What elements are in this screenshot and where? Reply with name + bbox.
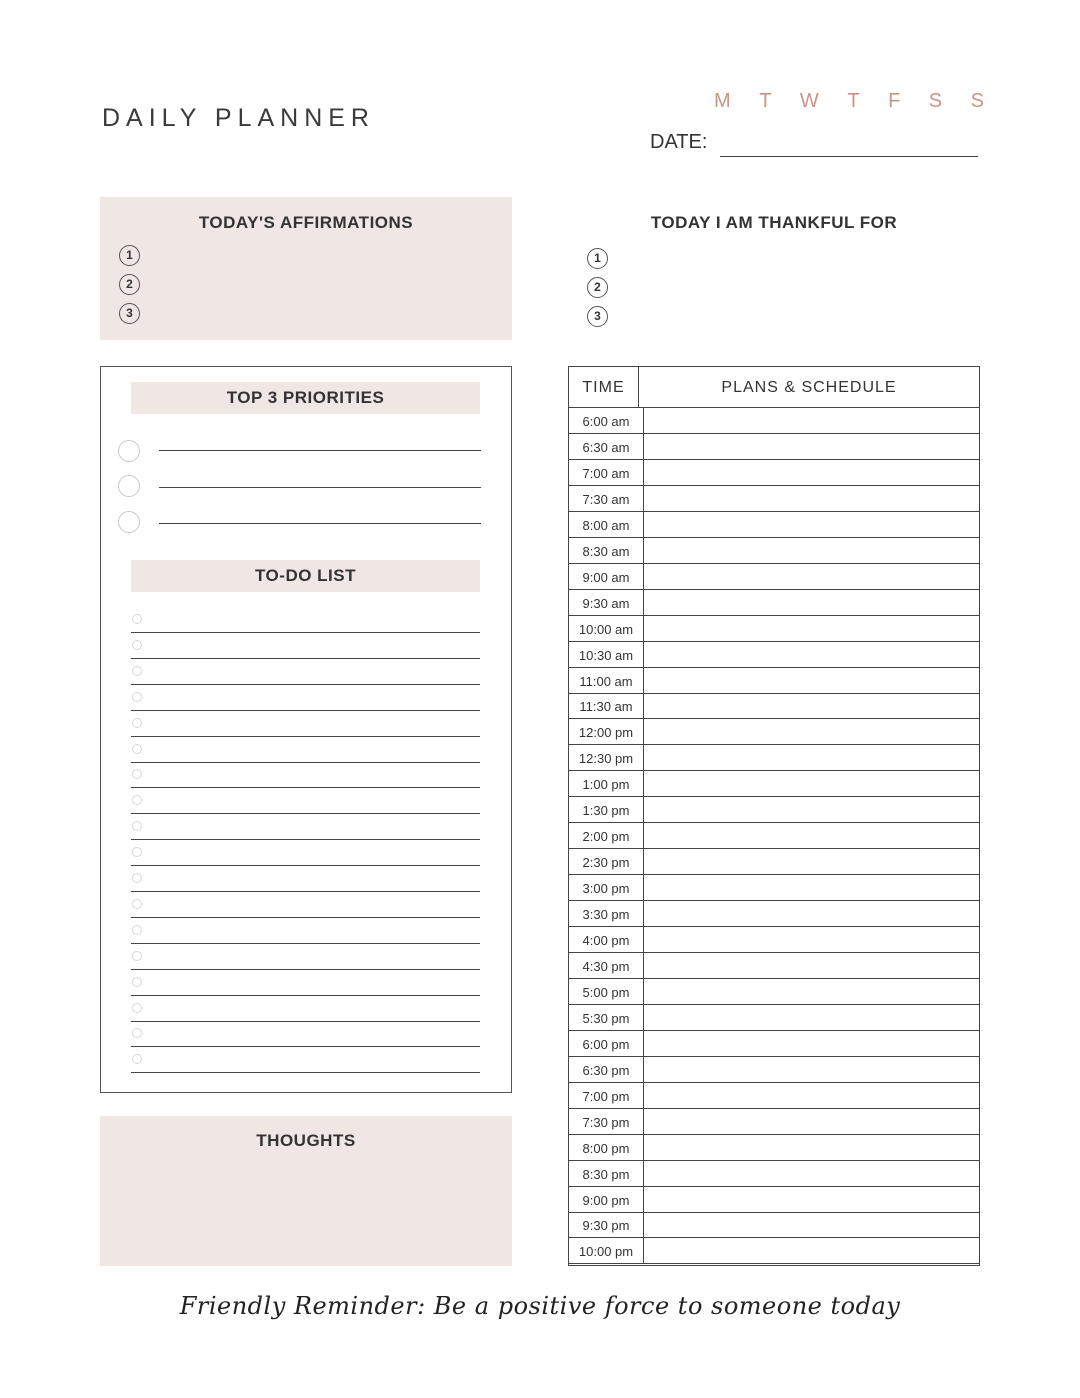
schedule-row <box>569 1057 979 1083</box>
schedule-row <box>569 875 979 901</box>
schedule-row <box>569 979 979 1005</box>
schedule-time: 12:30 pm <box>569 745 644 770</box>
schedule-row <box>569 1005 979 1031</box>
schedule-row <box>569 538 979 564</box>
schedule-plan-cell[interactable] <box>644 693 979 718</box>
schedule-plan-cell[interactable] <box>644 823 979 848</box>
schedule-plan-cell[interactable] <box>644 1212 979 1237</box>
schedule-row <box>569 1109 979 1135</box>
friendly-reminder: Friendly Reminder: Be a positive force to someone today <box>179 1292 901 1320</box>
todo-checkbox[interactable] <box>132 951 142 961</box>
todo-checkbox[interactable] <box>132 640 142 650</box>
todo-checkbox[interactable] <box>132 744 142 754</box>
schedule-plan-cell[interactable] <box>644 564 979 589</box>
todo-item[interactable] <box>131 944 480 970</box>
schedule-row <box>569 823 979 849</box>
schedule-plan-cell[interactable] <box>644 1083 979 1108</box>
todo-banner <box>131 560 480 592</box>
schedule-plan-cell[interactable] <box>644 719 979 744</box>
schedule-time: 10:00 am <box>569 616 644 641</box>
schedule-plan-cell[interactable] <box>644 771 979 796</box>
schedule-plan-cell[interactable] <box>644 642 979 667</box>
todo-line <box>131 1072 480 1073</box>
todo-checkbox[interactable] <box>132 692 142 702</box>
thankful-number-2: 2 <box>587 277 608 298</box>
todo-checkbox[interactable] <box>132 1003 142 1013</box>
schedule-plan-cell[interactable] <box>644 1005 979 1030</box>
schedule-row <box>569 486 979 512</box>
schedule-time: 8:30 am <box>569 538 644 563</box>
todo-item[interactable] <box>131 762 480 788</box>
schedule-row <box>569 616 979 642</box>
schedule-time: 4:00 pm <box>569 927 644 952</box>
weekday-monday[interactable]: M <box>714 90 731 112</box>
schedule-time: 9:30 am <box>569 590 644 615</box>
todo-checkbox[interactable] <box>132 899 142 909</box>
todo-checkbox[interactable] <box>132 1054 142 1064</box>
schedule-time: 3:30 pm <box>569 901 644 926</box>
todo-item[interactable] <box>131 970 480 996</box>
schedule-header <box>569 367 979 408</box>
schedule-row <box>569 901 979 927</box>
schedule-plan-cell[interactable] <box>644 927 979 952</box>
thoughts-title: THOUGHTS <box>256 1131 356 1150</box>
schedule-time: 7:30 pm <box>569 1109 644 1134</box>
schedule-plan-cell[interactable] <box>644 512 979 537</box>
schedule-row <box>569 1238 979 1264</box>
todo-checkbox[interactable] <box>132 769 142 779</box>
weekday-sunday[interactable]: S <box>970 90 984 112</box>
schedule-row <box>569 1212 979 1238</box>
weekday-tuesday[interactable]: T <box>759 90 772 112</box>
schedule-plan-cell[interactable] <box>644 460 979 485</box>
schedule-time: 9:30 pm <box>569 1212 644 1237</box>
priority-checkbox-1[interactable] <box>118 440 140 462</box>
schedule-row <box>569 797 979 823</box>
schedule-time: 8:00 pm <box>569 1135 644 1160</box>
affirmations-title: TODAY'S AFFIRMATIONS <box>198 213 414 232</box>
plans-column-header: PLANS & SCHEDULE <box>721 379 897 396</box>
todo-checkbox[interactable] <box>132 795 142 805</box>
affirmations-section <box>100 197 512 340</box>
weekday-saturday[interactable]: S <box>928 90 943 112</box>
schedule-row <box>569 1161 979 1187</box>
schedule-time: 4:30 pm <box>569 953 644 978</box>
thankful-number-1: 1 <box>587 248 608 269</box>
schedule-plan-cell[interactable] <box>644 486 979 511</box>
affirmation-number-1: 1 <box>119 245 140 266</box>
schedule-time: 3:00 pm <box>569 875 644 900</box>
priorities-todo-panel <box>100 366 512 1093</box>
todo-checkbox[interactable] <box>132 666 142 676</box>
schedule-row <box>569 590 979 616</box>
schedule-time: 2:00 pm <box>569 823 644 848</box>
schedule-row <box>569 1083 979 1109</box>
priority-line-1[interactable] <box>159 450 481 451</box>
schedule-time: 11:00 am <box>569 668 644 693</box>
date-label: DATE: <box>650 131 708 153</box>
todo-checkbox[interactable] <box>132 873 142 883</box>
thankful-number-3: 3 <box>587 306 608 327</box>
priority-line-3[interactable] <box>159 523 481 524</box>
schedule-row <box>569 771 979 797</box>
schedule-plan-cell[interactable] <box>644 797 979 822</box>
schedule-time: 11:30 am <box>569 693 644 718</box>
schedule-plan-cell[interactable] <box>644 538 979 563</box>
schedule-time: 6:00 am <box>569 408 644 433</box>
schedule-table <box>568 366 980 1266</box>
schedule-row <box>569 849 979 875</box>
todo-checkbox[interactable] <box>132 614 142 624</box>
schedule-time: 5:00 pm <box>569 979 644 1004</box>
weekday-friday[interactable]: F <box>888 90 901 112</box>
priority-line-2[interactable] <box>159 487 481 488</box>
schedule-row <box>569 460 979 486</box>
todo-item[interactable] <box>131 918 480 944</box>
todo-item[interactable] <box>131 996 480 1022</box>
schedule-plan-cell[interactable] <box>644 1187 979 1212</box>
schedule-time: 12:00 pm <box>569 719 644 744</box>
todo-checkbox[interactable] <box>132 1028 142 1038</box>
affirmation-number-2: 2 <box>119 274 140 295</box>
affirmation-number-3: 3 <box>119 303 140 324</box>
weekday-thursday[interactable]: T <box>847 90 860 112</box>
todo-checkbox[interactable] <box>132 718 142 728</box>
schedule-plan-cell[interactable] <box>644 745 979 770</box>
schedule-plan-cell[interactable] <box>644 1031 979 1056</box>
time-column-header: TIME <box>569 367 639 407</box>
todo-item[interactable] <box>131 633 480 659</box>
priority-checkbox-3[interactable] <box>118 511 140 533</box>
schedule-plan-cell[interactable] <box>644 953 979 978</box>
todo-item[interactable] <box>131 892 480 918</box>
todo-checkbox[interactable] <box>132 977 142 987</box>
schedule-time: 10:30 am <box>569 642 644 667</box>
todo-item[interactable] <box>131 814 480 840</box>
schedule-plan-cell[interactable] <box>644 1135 979 1160</box>
schedule-plan-cell[interactable] <box>644 668 979 693</box>
thankful-section <box>568 212 980 372</box>
schedule-time: 1:30 pm <box>569 797 644 822</box>
todo-item[interactable] <box>131 711 480 737</box>
todo-checkbox[interactable] <box>132 925 142 935</box>
todo-checkbox[interactable] <box>132 847 142 857</box>
schedule-time: 8:30 pm <box>569 1161 644 1186</box>
schedule-row <box>569 1031 979 1057</box>
schedule-plan-cell[interactable] <box>644 979 979 1004</box>
schedule-time: 8:00 am <box>569 512 644 537</box>
todo-item[interactable] <box>131 737 480 763</box>
thoughts-section[interactable] <box>100 1116 512 1266</box>
schedule-row <box>569 408 979 434</box>
schedule-time: 1:00 pm <box>569 771 644 796</box>
schedule-plan-cell[interactable] <box>644 434 979 459</box>
schedule-time: 9:00 pm <box>569 1187 644 1212</box>
todo-item[interactable] <box>131 866 480 892</box>
schedule-row <box>569 512 979 538</box>
schedule-row <box>569 927 979 953</box>
weekday-wednesday[interactable]: W <box>799 90 819 112</box>
todo-item[interactable] <box>131 685 480 711</box>
schedule-row <box>569 564 979 590</box>
todo-item[interactable] <box>131 1021 480 1047</box>
schedule-time: 6:30 pm <box>569 1057 644 1082</box>
schedule-plan-cell[interactable] <box>644 1057 979 1082</box>
schedule-plan-cell[interactable] <box>644 1161 979 1186</box>
schedule-plan-cell[interactable] <box>644 616 979 641</box>
schedule-time: 7:00 pm <box>569 1083 644 1108</box>
schedule-row <box>569 1135 979 1161</box>
thankful-title: TODAY I AM THANKFUL FOR <box>650 213 898 232</box>
schedule-plan-cell[interactable] <box>644 849 979 874</box>
todo-checkbox[interactable] <box>132 821 142 831</box>
schedule-time: 7:00 am <box>569 460 644 485</box>
schedule-row <box>569 434 979 460</box>
schedule-plan-cell[interactable] <box>644 875 979 900</box>
schedule-time: 10:00 pm <box>569 1238 644 1263</box>
schedule-time: 6:30 am <box>569 434 644 459</box>
schedule-time: 7:30 am <box>569 486 644 511</box>
schedule-time: 6:00 pm <box>569 1031 644 1056</box>
weekday-selector <box>714 90 984 113</box>
todo-item[interactable] <box>131 1047 480 1073</box>
schedule-plan-cell[interactable] <box>644 1109 979 1134</box>
date-field[interactable] <box>720 156 978 157</box>
schedule-plan-cell[interactable] <box>644 408 979 433</box>
schedule-plan-cell[interactable] <box>644 901 979 926</box>
todo-item[interactable] <box>131 607 480 633</box>
schedule-plan-cell[interactable] <box>644 590 979 615</box>
schedule-row <box>569 642 979 668</box>
schedule-time: 9:00 am <box>569 564 644 589</box>
schedule-time: 2:30 pm <box>569 849 644 874</box>
schedule-row <box>569 1187 979 1213</box>
schedule-row <box>569 693 979 719</box>
priority-checkbox-2[interactable] <box>118 475 140 497</box>
todo-item[interactable] <box>131 840 480 866</box>
schedule-time: 5:30 pm <box>569 1005 644 1030</box>
priorities-banner <box>131 382 480 414</box>
schedule-row <box>569 953 979 979</box>
page-title: DAILY PLANNER <box>102 104 375 132</box>
todo-title: TO-DO LIST <box>254 566 356 585</box>
todo-item[interactable] <box>131 788 480 814</box>
todo-item[interactable] <box>131 659 480 685</box>
priorities-title: TOP 3 PRIORITIES <box>226 388 385 407</box>
schedule-row <box>569 719 979 745</box>
schedule-row <box>569 668 979 694</box>
schedule-row <box>569 745 979 771</box>
schedule-plan-cell[interactable] <box>644 1238 979 1263</box>
